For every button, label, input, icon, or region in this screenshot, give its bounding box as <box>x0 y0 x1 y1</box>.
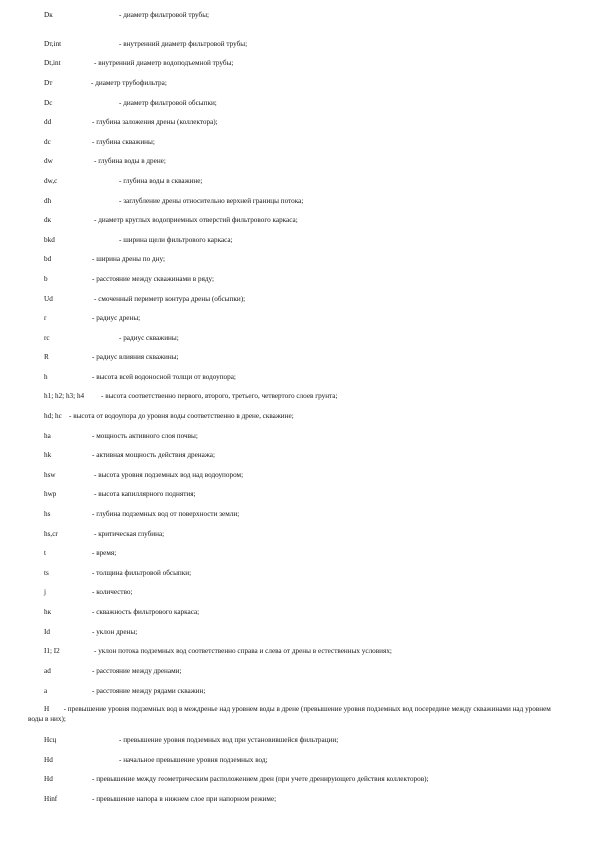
definition-row <box>44 489 564 500</box>
definition-text: - высота всей водоносной толщи от водоупора; <box>92 373 236 381</box>
symbol: Dт <box>44 79 53 87</box>
definition-text: - расстояние между рядами скважин; <box>92 687 206 695</box>
definition-row <box>44 529 564 540</box>
symbol: Dт,int <box>44 40 62 48</box>
symbol: rc <box>44 334 50 342</box>
symbol: ha <box>44 432 51 440</box>
definition-text: - высота уровня подземных вод над водоупором; <box>94 471 244 479</box>
definition-text: - глубина скважины; <box>92 138 155 146</box>
definition-row <box>44 372 564 383</box>
definition-row <box>44 10 564 21</box>
definition-row <box>44 274 564 285</box>
definition-row <box>44 352 564 363</box>
symbol: dh <box>44 197 52 205</box>
definition-text: - мощность активного слоя почвы; <box>92 432 198 440</box>
definition-text: - диаметр фильтровой трубы; <box>119 11 210 19</box>
definition-row <box>44 686 564 697</box>
definition-text: - расстояние между скважинами в ряду; <box>92 275 215 283</box>
definition-text: - радиус дрены; <box>92 314 141 322</box>
definition-text: - превышение уровня подземных вод в междренье над уровнем воды в дрене (превышение уровня подземных вод посередине между скважинами над уровнем воды в них); <box>28 705 551 723</box>
symbol: h <box>44 373 48 381</box>
definition-row <box>44 509 564 520</box>
symbol: hd; hc <box>44 412 62 420</box>
symbol: hs,cr <box>44 530 58 538</box>
definition-text: - заглубление дрены относительно верхней границы потока; <box>119 197 304 205</box>
definition-row <box>44 470 564 481</box>
symbol: dc <box>44 138 51 146</box>
definition-row <box>44 431 564 442</box>
definition-text: - радиус скважины; <box>119 334 179 342</box>
symbol: hк <box>44 608 52 616</box>
definition-row <box>44 39 564 50</box>
definition-text: - диаметр трубофильтра; <box>91 79 167 87</box>
definition-row <box>44 98 564 109</box>
definition-row <box>44 156 564 167</box>
symbol: dк <box>44 216 52 224</box>
symbol: hsw <box>44 471 56 479</box>
definition-text: - глубина заложения дрены (коллектора); <box>92 118 218 126</box>
symbol: t <box>44 549 46 557</box>
symbol: j <box>44 588 46 596</box>
definition-text: - глубина воды в скважине; <box>119 177 203 185</box>
symbol: R <box>44 353 49 361</box>
symbol: Dc <box>44 99 53 107</box>
symbol: Hinf <box>44 795 58 803</box>
definition-text: - превышение между геометрическим расположением дрен (при учете дренирующего действия коллекторов); <box>92 775 429 783</box>
definition-row <box>44 196 564 207</box>
definition-text: - смоченный периметр контура дрены (обсыпки); <box>94 295 246 303</box>
definition-row <box>44 587 564 598</box>
definition-text: - активная мощность действия дренажа; <box>92 451 215 459</box>
definition-row <box>44 735 564 746</box>
definition-text: - превышение напора в нижнем слое при напорном режиме; <box>92 795 277 803</box>
definition-row <box>44 568 564 579</box>
symbol: Hсц <box>44 736 57 744</box>
definition-text: - диаметр круглых водоприемных отверстий фильтрового каркаса; <box>94 216 298 224</box>
definition-row <box>44 78 564 89</box>
definition-row <box>44 755 564 766</box>
symbol: b <box>44 275 48 283</box>
definition-row <box>44 313 564 324</box>
definition-text: - высота капиллярного поднятия; <box>94 490 196 498</box>
definition-row <box>44 450 564 461</box>
definition-text: - превышение уровня подземных вод при установившейся фильтрации; <box>119 736 339 744</box>
definition-row <box>44 627 564 638</box>
definition-text: - критическая глубина; <box>94 530 165 538</box>
symbol: Ud <box>44 295 53 303</box>
definition-row <box>28 704 560 724</box>
definition-row <box>44 548 564 559</box>
symbol: I1; I2 <box>44 647 60 655</box>
symbol: h1; h2; h3; h4 <box>44 392 85 400</box>
definition-text: - диаметр фильтровой обсыпки; <box>119 99 217 107</box>
symbol: Dк <box>44 11 53 19</box>
symbol: dd <box>44 118 52 126</box>
definition-text: - скважность фильтрового каркаса; <box>92 608 200 616</box>
definition-row <box>44 58 564 69</box>
definition-row <box>44 254 564 265</box>
symbol: dw <box>44 157 53 165</box>
definition-text: - глубина подземных вод от поверхности земли; <box>92 510 240 518</box>
symbol: dw,c <box>44 177 58 185</box>
definition-text: - уклон дрены; <box>92 628 138 636</box>
definition-row <box>44 333 564 344</box>
symbol: ad <box>44 667 51 675</box>
definition-text: - радиус влияния скважины; <box>92 353 179 361</box>
definition-text: - расстояние между дренами; <box>92 667 182 675</box>
definition-text: - толщина фильтровой обсыпки; <box>92 569 192 577</box>
definition-row <box>44 137 564 148</box>
definition-row <box>44 117 564 128</box>
definition-text: - начальное превышение уровня подземных вод; <box>119 756 268 764</box>
definition-row <box>44 294 564 305</box>
definition-text: - ширина щели фильтрового каркаса; <box>119 236 233 244</box>
symbol: hwp <box>44 490 57 498</box>
definition-row <box>44 391 564 402</box>
definition-text: - глубина воды в дрене; <box>94 157 166 165</box>
definition-row <box>44 607 564 618</box>
definition-text: - внутренний диаметр водоподъемной трубы; <box>94 59 234 67</box>
definition-row <box>44 411 564 422</box>
symbol: Id <box>44 628 50 636</box>
symbol: Dt,int <box>44 59 61 67</box>
symbol: r <box>44 314 47 322</box>
definition-text: - время; <box>92 549 117 557</box>
definition-row <box>44 794 564 805</box>
definition-text: - ширина дрены по дну; <box>92 255 165 263</box>
symbol: hs <box>44 510 51 518</box>
symbol: hk <box>44 451 52 459</box>
symbol: H <box>44 705 50 713</box>
definition-row <box>44 646 564 657</box>
symbol: ts <box>44 569 49 577</box>
symbol: bd <box>44 255 52 263</box>
definition-text: - высота от водоупора до уровня воды соответственно в дрене, скважине; <box>69 412 294 420</box>
definition-text: - количество; <box>92 588 133 596</box>
definition-text: - высота соответственно первого, второго, третьего, четвертого слоев грунта; <box>101 392 338 400</box>
symbol: Hd <box>44 775 53 783</box>
definition-row <box>44 176 564 187</box>
symbol: Hd <box>44 756 53 764</box>
symbol: a <box>44 687 48 695</box>
definition-text: - внутренний диаметр фильтровой трубы; <box>119 40 248 48</box>
definition-row <box>44 235 564 246</box>
symbol: bkd <box>44 236 55 244</box>
definition-row <box>44 774 564 785</box>
definition-row <box>44 215 564 226</box>
definition-row <box>44 666 564 677</box>
definition-text: - уклон потока подземных вод соответственно справа и слева от дрены в естественных условиях; <box>94 647 392 655</box>
